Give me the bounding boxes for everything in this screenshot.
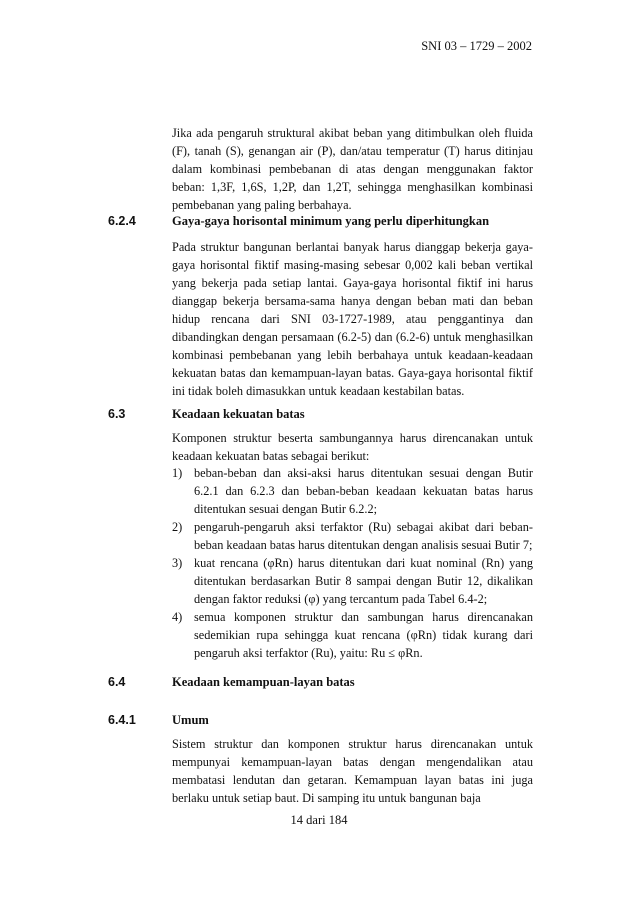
document-code: SNI 03 – 1729 – 2002 xyxy=(421,39,532,53)
list-item xyxy=(172,608,533,662)
list-item-text: beban-beban dan aksi-aksi harus ditentukan sesuai dengan Butir 6.2.1 dan 6.2.3 dan beban-beban keadaan kekuatan batas harus ditentukan sesuai dengan Butir 6.2.2; xyxy=(194,466,533,516)
section-number-6-3: 6.3 xyxy=(108,407,126,421)
section-title-6-2-4: Gaya-gaya horisontal minimum yang perlu diperhitungkan xyxy=(172,214,490,228)
list-item xyxy=(172,518,533,554)
list-item-number: 4) xyxy=(172,610,183,624)
list-item-number: 2) xyxy=(172,520,183,534)
section-body-6-2-4: Pada struktur bangunan berlantai banyak harus dianggap bekerja gaya-gaya horisontal fiktif masing-masing sebesar 0,002 kali beban vertikal yang bekerja pada setiap lantai. Gaya-gaya horisontal fiktif ini harus dianggap bekerja bersama-sama hanya dengan beban mati dan beban hidup rencana dari SNI 03-1727-1989, atau penggantinya dan dibandingkan dengan persamaan (6.2-5) dan (6.2-6) untuk menghasilkan kombinasi pembebanan yang lebih berbahaya untuk keadaan-keadaan kekuatan batas dan kemampuan-layan batas. Gaya-gaya horisontal fiktif ini tidak boleh dimasukkan untuk keadaan kestabilan batas. xyxy=(172,240,533,398)
list-item-text: semua komponen struktur dan sambungan harus direncanakan sedemikian rupa sehingga kuat rencana (φRn) tidak kurang dari pengaruh aksi terfaktor (Ru), yaitu: Ru ≤ φRn. xyxy=(194,610,533,660)
section-title-6-3: Keadaan kekuatan batas xyxy=(172,407,305,421)
section-number-6-4-1: 6.4.1 xyxy=(108,713,136,727)
intro-paragraph: Jika ada pengaruh struktural akibat beban yang ditimbulkan oleh fluida (F), tanah (S), genangan air (P), dan/atau temperatur (T) harus ditinjau dalam kombinasi pembebanan di atas dengan menggunakan faktor beban: 1,3F, 1,6S, 1,2P, dan 1,2T, sehingga menghasilkan kombinasi pembebanan yang paling berbahaya. xyxy=(172,126,533,212)
list-item-text: pengaruh-pengaruh aksi terfaktor (Ru) sebagai akibat dari beban-beban keadaan batas harus ditentukan dengan analisis sesuai Butir 7; xyxy=(194,520,533,552)
section-body-6-4-1: Sistem struktur dan komponen struktur harus direncanakan untuk mempunyai kemampuan-layan batas dengan mengendalikan atau membatasi lendutan dan getaran. Kemampuan layan batas ini juga berlaku untuk setiap baut. Di samping itu untuk bangunan baja xyxy=(172,737,533,805)
section-number-6-2-4: 6.2.4 xyxy=(108,214,136,228)
section-title-6-4: Keadaan kemampuan-layan batas xyxy=(172,675,355,689)
list-item xyxy=(172,554,533,608)
list-item-number: 3) xyxy=(172,556,183,570)
section-title-6-4-1: Umum xyxy=(172,713,209,727)
list-item-text: kuat rencana (φRn) harus ditentukan dari kuat nominal (Rn) yang ditentukan berdasarkan Butir 8 sampai dengan Butir 12, dikalikan dengan faktor reduksi (φ) yang tercantum pada Tabel 6.4-2; xyxy=(194,556,533,606)
section-body-6-3: Komponen struktur beserta sambungannya harus direncanakan untuk keadaan kekuatan batas sebagai berikut: xyxy=(172,431,533,463)
section-number-6-4: 6.4 xyxy=(108,675,126,689)
limit-state-list xyxy=(172,464,533,662)
page-number: 14 dari 184 xyxy=(290,813,348,827)
list-item-number: 1) xyxy=(172,466,183,480)
list-item xyxy=(172,464,533,518)
